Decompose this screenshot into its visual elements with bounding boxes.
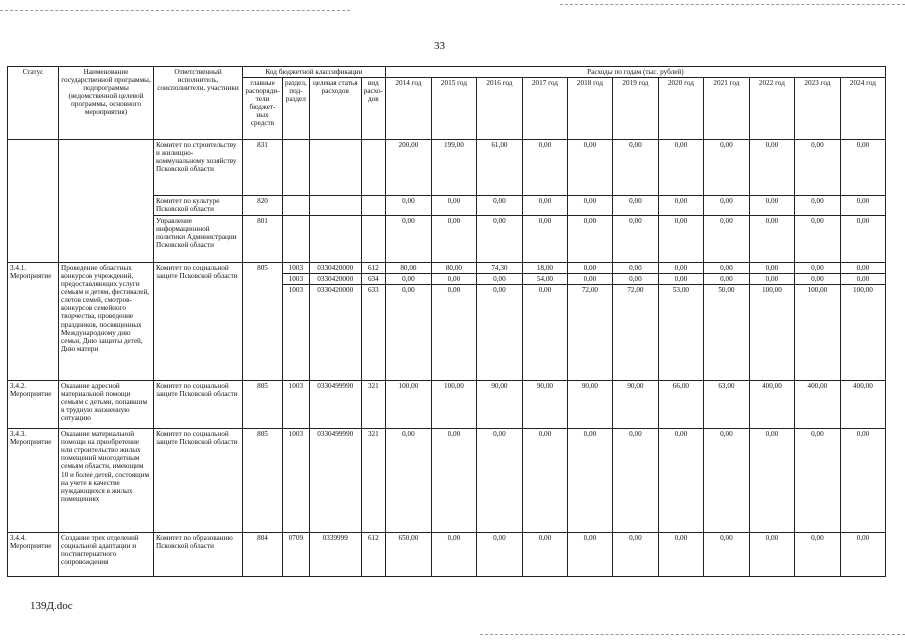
row-value: 0,00 <box>567 533 612 577</box>
row-vr: 634 <box>361 274 385 285</box>
row-value: 0,00 <box>749 263 794 274</box>
row-value: 0,00 <box>794 140 840 196</box>
row-value: 0,00 <box>385 216 431 263</box>
row-status: 3.4.2. Мероприятие <box>8 381 59 429</box>
row-rzpr: 1003 <box>283 381 310 429</box>
table-row <box>8 140 886 196</box>
row-value: 199,00 <box>431 140 476 196</box>
header-csr: целевая статья расходов <box>309 78 361 140</box>
document-filename: 139Д.doc <box>30 600 73 612</box>
header-name: Наименование государственной программы, подпрограммы (ведомственной целевой программы, основного мероприятия) <box>59 67 154 140</box>
row-value: 0,00 <box>431 429 476 533</box>
row-value: 0,00 <box>703 263 749 274</box>
row-value: 90,00 <box>567 381 612 429</box>
header-vr: вид расхо-дов <box>361 78 385 140</box>
row-value: 0,00 <box>431 216 476 263</box>
row-value: 0,00 <box>794 263 840 274</box>
header-year: 2014 год <box>385 78 431 140</box>
scan-edge-bottom <box>480 634 905 635</box>
row-status: 3.4.1. Мероприятие <box>8 263 59 381</box>
row-csr: 0330499990 <box>309 429 361 533</box>
row-value: 0,00 <box>703 533 749 577</box>
row-value: 0,00 <box>658 216 703 263</box>
row-value: 66,00 <box>658 381 703 429</box>
row-value: 0,00 <box>385 285 431 381</box>
row-value: 0,00 <box>840 196 885 216</box>
header-year: 2021 год <box>703 78 749 140</box>
row-value: 0,00 <box>658 263 703 274</box>
row-value: 0,00 <box>476 429 522 533</box>
row-vr: 321 <box>361 381 385 429</box>
row-grbs: 805 <box>243 429 283 533</box>
row-csr: 0330420000 <box>309 285 361 381</box>
header-expenses: Расходы по годам (тыс. рублей) <box>385 67 885 78</box>
row-value: 0,00 <box>794 274 840 285</box>
row-value: 400,00 <box>794 381 840 429</box>
row-value: 54,00 <box>522 274 567 285</box>
header-year: 2023 год <box>794 78 840 140</box>
row-value: 0,00 <box>703 274 749 285</box>
row-value: 0,00 <box>794 429 840 533</box>
row-grbs: 805 <box>243 381 283 429</box>
row-csr <box>309 140 361 196</box>
row-value: 0,00 <box>840 274 885 285</box>
row-value: 0,00 <box>522 285 567 381</box>
row-value: 100,00 <box>794 285 840 381</box>
row-value: 650,00 <box>385 533 431 577</box>
table-row <box>8 381 886 429</box>
header-status: Статус <box>8 67 59 140</box>
row-rzpr: 1003 <box>283 429 310 533</box>
row-value: 0,00 <box>840 216 885 263</box>
row-value: 0,00 <box>431 274 476 285</box>
table-row <box>8 263 886 274</box>
row-executor: Комитет по образованию Псковской области <box>154 533 243 577</box>
page-number: 33 <box>434 40 445 52</box>
row-value: 53,00 <box>658 285 703 381</box>
row-value: 0,00 <box>522 429 567 533</box>
row-value: 0,00 <box>703 140 749 196</box>
row-value: 0,00 <box>522 140 567 196</box>
row-value: 0,00 <box>567 196 612 216</box>
row-value: 72,00 <box>612 285 658 381</box>
row-value: 0,00 <box>612 274 658 285</box>
row-value: 0,00 <box>794 533 840 577</box>
row-value: 0,00 <box>612 196 658 216</box>
row-executor: Управление информационной политики Администрации Псковской области <box>154 216 243 263</box>
row-vr <box>361 196 385 216</box>
row-vr <box>361 140 385 196</box>
row-value: 90,00 <box>522 381 567 429</box>
row-value: 0,00 <box>476 285 522 381</box>
row-rzpr <box>283 196 310 216</box>
row-grbs: 805 <box>243 263 283 381</box>
row-value: 0,00 <box>431 533 476 577</box>
header-year: 2024 год <box>840 78 885 140</box>
row-value: 0,00 <box>703 216 749 263</box>
row-rzpr <box>283 216 310 263</box>
row-grbs: 804 <box>243 533 283 577</box>
row-name <box>59 140 154 263</box>
row-value: 74,30 <box>476 263 522 274</box>
table-row <box>8 429 886 533</box>
row-value: 0,00 <box>385 196 431 216</box>
row-executor: Комитет по социальной защите Псковской области <box>154 429 243 533</box>
row-value: 63,00 <box>703 381 749 429</box>
row-status: 3.4.4. Мероприятие <box>8 533 59 577</box>
row-value: 0,00 <box>476 216 522 263</box>
row-value: 0,00 <box>703 196 749 216</box>
budget-table <box>7 66 886 577</box>
row-csr <box>309 216 361 263</box>
row-value: 0,00 <box>522 216 567 263</box>
row-value: 18,00 <box>522 263 567 274</box>
row-value: 90,00 <box>612 381 658 429</box>
row-value: 0,00 <box>658 429 703 533</box>
header-year: 2022 год <box>749 78 794 140</box>
row-value: 0,00 <box>431 196 476 216</box>
row-value: 0,00 <box>840 533 885 577</box>
row-status: 3.4.3. Мероприятие <box>8 429 59 533</box>
header-year: 2015 год <box>431 78 476 140</box>
row-value: 0,00 <box>703 429 749 533</box>
row-value: 0,00 <box>476 196 522 216</box>
row-value: 0,00 <box>567 274 612 285</box>
row-rzpr: 0709 <box>283 533 310 577</box>
row-executor: Комитет по социальной защите Псковской области <box>154 263 243 381</box>
row-value: 0,00 <box>612 429 658 533</box>
header-year: 2020 год <box>658 78 703 140</box>
row-vr: 321 <box>361 429 385 533</box>
row-rzpr: 1003 <box>283 263 310 274</box>
row-grbs: 831 <box>243 140 283 196</box>
row-value: 0,00 <box>794 216 840 263</box>
row-value: 100,00 <box>385 381 431 429</box>
row-name: Создание трех отделений социальной адаптации и постинтернатного сопровождения <box>59 533 154 577</box>
row-grbs: 820 <box>243 196 283 216</box>
row-vr: 633 <box>361 285 385 381</box>
row-value: 0,00 <box>567 429 612 533</box>
row-value: 200,00 <box>385 140 431 196</box>
row-value: 100,00 <box>749 285 794 381</box>
row-value: 80,00 <box>385 263 431 274</box>
row-value: 61,00 <box>476 140 522 196</box>
row-value: 0,00 <box>522 196 567 216</box>
row-vr <box>361 216 385 263</box>
row-csr: 0339999 <box>309 533 361 577</box>
row-value: 0,00 <box>612 533 658 577</box>
row-vr: 612 <box>361 263 385 274</box>
row-executor: Комитет по культуре Псковской области <box>154 196 243 216</box>
row-value: 0,00 <box>749 429 794 533</box>
row-value: 80,00 <box>431 263 476 274</box>
row-name: Оказание материальной помощи на приобретение или строительство жилых помещений многодетным семьям области, имеющим 10 и более детей, состоящим на учете в качестве нуждающихся в жилых помещениях <box>59 429 154 533</box>
header-rzpr: раздел, под-раздел <box>283 78 310 140</box>
header-year: 2018 год <box>567 78 612 140</box>
row-value: 0,00 <box>476 274 522 285</box>
row-grbs: 801 <box>243 216 283 263</box>
row-value: 0,00 <box>385 274 431 285</box>
row-value: 0,00 <box>658 274 703 285</box>
row-value: 0,00 <box>522 533 567 577</box>
row-value: 0,00 <box>840 140 885 196</box>
row-value: 0,00 <box>567 216 612 263</box>
row-executor: Комитет по социальной защите Псковской области <box>154 381 243 429</box>
row-name: Проведение областных конкурсов учреждений, предоставляющих услуги семьям и детям, фестивалей, слетов семей, смотров-конкурсов семейного творчества, проведение праздников, посвященных Международному дню семьи, Дню защиты детей, Дню матери <box>59 263 154 381</box>
row-value: 400,00 <box>749 381 794 429</box>
header-year: 2017 год <box>522 78 567 140</box>
row-value: 0,00 <box>612 140 658 196</box>
row-csr <box>309 196 361 216</box>
row-value: 0,00 <box>431 285 476 381</box>
row-value: 72,00 <box>567 285 612 381</box>
row-value: 0,00 <box>749 140 794 196</box>
row-value: 0,00 <box>658 140 703 196</box>
row-value: 50,00 <box>703 285 749 381</box>
row-value: 0,00 <box>567 140 612 196</box>
row-value: 0,00 <box>749 216 794 263</box>
row-value: 0,00 <box>612 216 658 263</box>
header-executor: Ответственный исполнитель, соисполнители, участники <box>154 67 243 140</box>
row-value: 0,00 <box>840 263 885 274</box>
row-value: 100,00 <box>431 381 476 429</box>
row-value: 0,00 <box>749 196 794 216</box>
row-csr: 0330420000 <box>309 263 361 274</box>
row-rzpr <box>283 140 310 196</box>
row-status <box>8 140 59 263</box>
row-rzpr: 1003 <box>283 274 310 285</box>
header-budget-code: Код бюджетной классификации <box>243 67 386 78</box>
row-value: 0,00 <box>749 274 794 285</box>
row-value: 400,00 <box>840 381 885 429</box>
row-csr: 0330499990 <box>309 381 361 429</box>
row-value: 0,00 <box>840 429 885 533</box>
row-value: 0,00 <box>794 196 840 216</box>
row-value: 0,00 <box>476 533 522 577</box>
row-value: 90,00 <box>476 381 522 429</box>
row-value: 0,00 <box>385 429 431 533</box>
scan-edge-top-right <box>560 4 905 5</box>
row-value: 0,00 <box>749 533 794 577</box>
table-row <box>8 533 886 577</box>
row-rzpr: 1003 <box>283 285 310 381</box>
row-value: 0,00 <box>658 196 703 216</box>
row-value: 0,00 <box>567 263 612 274</box>
row-csr: 0330420000 <box>309 274 361 285</box>
header-year: 2016 год <box>476 78 522 140</box>
scan-edge-top-left <box>0 10 350 11</box>
row-value: 0,00 <box>612 263 658 274</box>
row-value: 100,00 <box>840 285 885 381</box>
header-year: 2019 год <box>612 78 658 140</box>
header-grbs: главные распоряди-тели бюджет-ных средств <box>243 78 283 140</box>
row-executor: Комитет по строительству и жилищно-коммунальному хозяйству Псковской области <box>154 140 243 196</box>
row-value: 0,00 <box>658 533 703 577</box>
row-vr: 612 <box>361 533 385 577</box>
row-name: Оказание адресной материальной помощи семьям с детьми, попавшим в трудную жизненную ситуацию <box>59 381 154 429</box>
